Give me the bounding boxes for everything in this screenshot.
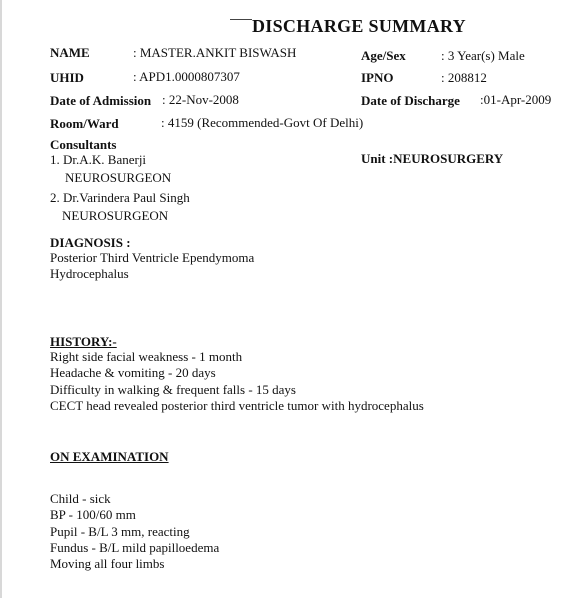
discharge-value: :01-Apr-2009 <box>480 92 552 107</box>
agesex-label: Age/Sex <box>361 48 406 63</box>
name-label: NAME <box>50 45 90 60</box>
examination-line: Fundus - B/L mild papilloedema <box>50 539 220 555</box>
agesex-value: : 3 Year(s) Male <box>441 48 525 63</box>
diagnosis-line: Posterior Third Ventricle Ependymoma <box>50 250 255 265</box>
examination-line: Moving all four limbs <box>50 556 165 572</box>
history-heading: HISTORY:- <box>50 334 117 349</box>
document-title: DISCHARGE SUMMARY <box>252 16 466 36</box>
diagnosis-line: Hydrocephalus <box>50 266 129 282</box>
history-line: Right side facial weakness - 1 month <box>50 349 243 364</box>
consultant-2-name: 2. Dr.Varindera Paul Singh <box>50 190 190 205</box>
examination-line: BP - 100/60 mm <box>50 507 136 523</box>
admission-value: : 22-Nov-2008 <box>162 92 239 107</box>
uhid-value: : APD1.0000807307 <box>133 69 240 84</box>
room-value: : 4159 (Recommended-Govt Of Delhi) <box>161 115 364 130</box>
examination-line: Child - sick <box>50 491 111 506</box>
diagnosis-heading: DIAGNOSIS : <box>50 235 131 250</box>
scan-mark <box>230 19 252 20</box>
consultant-1-name: 1. Dr.A.K. Banerji <box>50 152 147 167</box>
ipno-value: : 208812 <box>441 70 487 85</box>
room-label: Room/Ward <box>50 116 119 131</box>
unit-label: Unit :NEUROSURGERY <box>361 151 504 166</box>
consultant-2-dept: NEUROSURGEON <box>62 208 169 223</box>
history-line: Headache & vomiting - 20 days <box>50 365 216 381</box>
name-value: : MASTER.ANKIT BISWASH <box>133 45 297 60</box>
examination-heading: ON EXAMINATION <box>50 449 169 464</box>
history-line: CECT head revealed posterior third ventricle tumor with hydrocephalus <box>50 397 424 413</box>
consultant-1-dept: NEUROSURGEON <box>65 170 172 185</box>
discharge-label: Date of Discharge <box>361 93 460 108</box>
examination-line: Pupil - B/L 3 mm, reacting <box>50 523 190 539</box>
history-list <box>50 349 424 414</box>
consultants-heading: Consultants <box>50 137 117 152</box>
history-line: Difficulty in walking & frequent falls - 15 days <box>50 381 296 397</box>
diagnosis-list <box>50 250 254 283</box>
uhid-label: UHID <box>50 70 84 85</box>
scan-edge <box>0 0 2 598</box>
examination-list <box>50 491 219 572</box>
admission-label: Date of Admission <box>50 93 152 108</box>
ipno-label: IPNO <box>361 70 394 85</box>
